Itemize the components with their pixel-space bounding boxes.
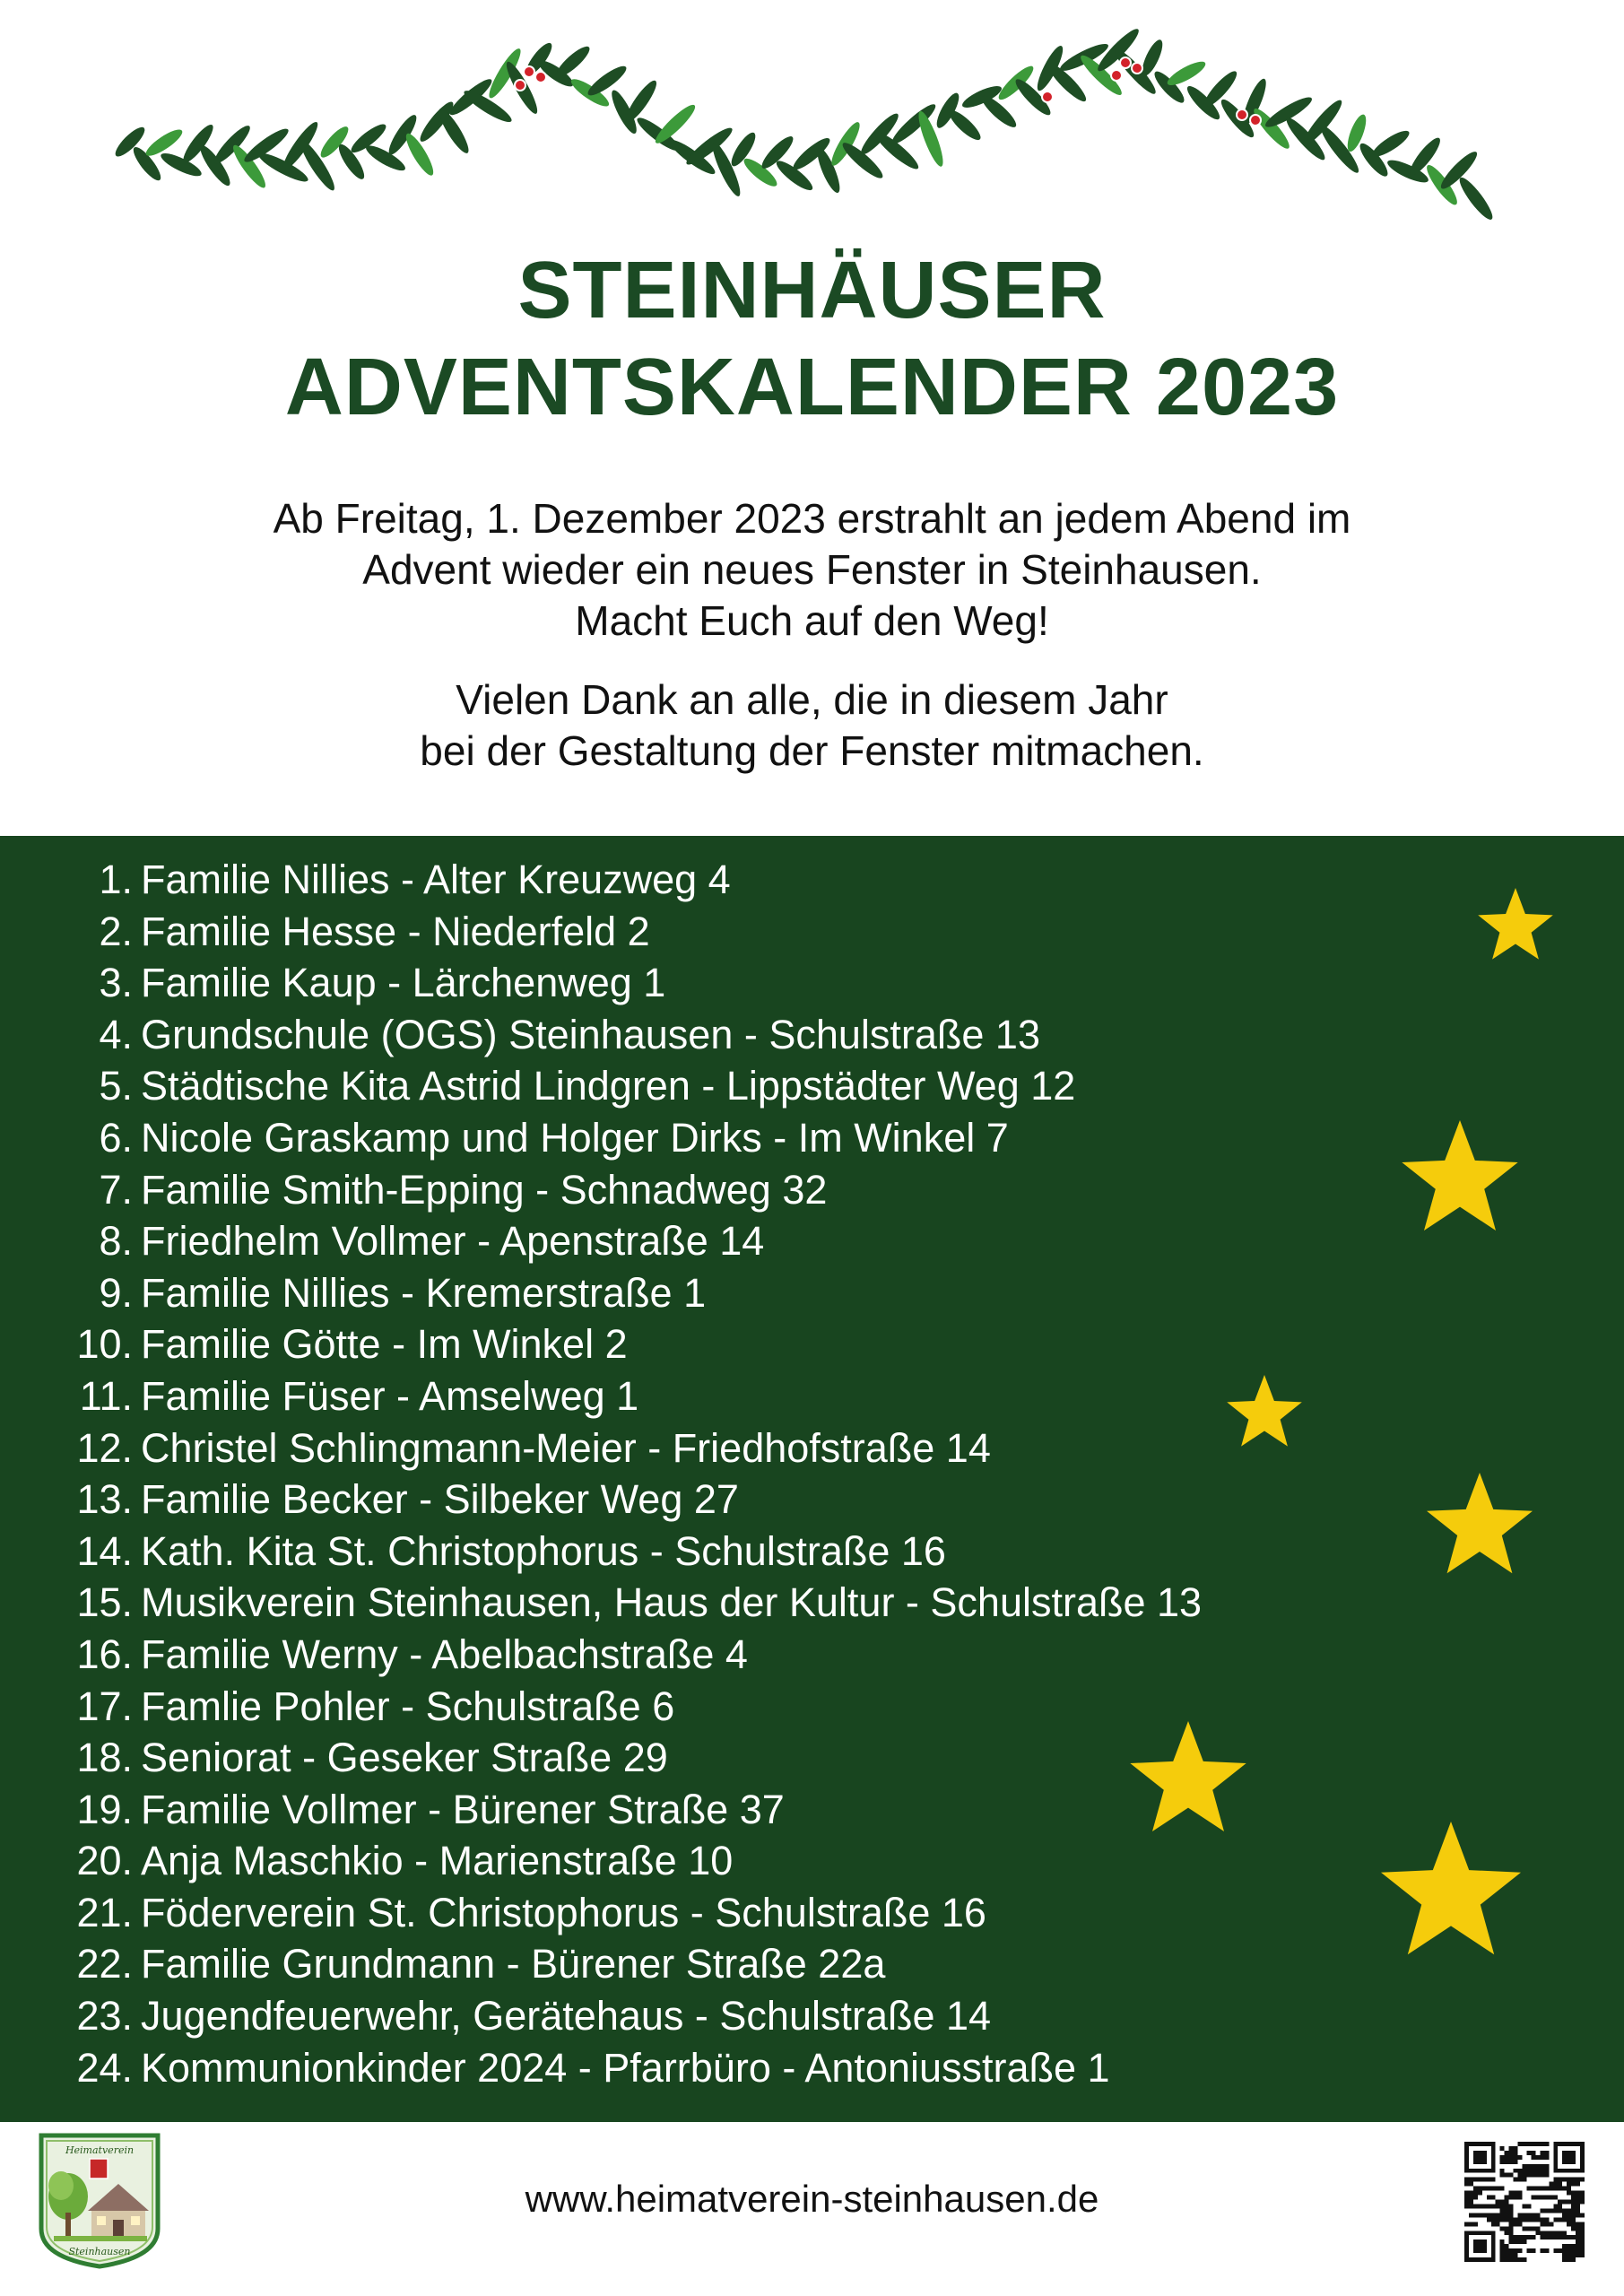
- entry-number: 7.: [99, 1166, 133, 1213]
- entry-15: [0, 1577, 1435, 1629]
- garland-berry: [1042, 91, 1053, 102]
- entry-text: Familie Smith-Epping - Schnadweg 32: [141, 1166, 828, 1213]
- entry-text: Kath. Kita St. Christophorus - Schulstraße 16: [141, 1527, 946, 1574]
- entry-17: [0, 1681, 1435, 1733]
- garland-leaf: [1369, 126, 1412, 161]
- garland-leaf: [552, 42, 593, 81]
- star-icon: [1478, 888, 1553, 960]
- entry-9: [0, 1267, 1435, 1319]
- entry-13: [0, 1474, 1435, 1526]
- website-url[interactable]: www.heimatverein-steinhausen.de: [525, 2178, 1099, 2220]
- garland-berry: [1237, 109, 1247, 120]
- entry-18: [0, 1732, 1435, 1784]
- qr-code: [1460, 2137, 1589, 2266]
- garland-leaf: [1437, 148, 1481, 193]
- entry-text: Familie Nillies - Kremerstraße 1: [141, 1269, 707, 1316]
- entry-number: 2.: [99, 908, 133, 954]
- entry-text: Familie Kaup - Lärchenweg 1: [141, 960, 666, 1006]
- entry-text: Familie Nillies - Alter Kreuzweg 4: [141, 857, 731, 902]
- entry-2: [0, 906, 1435, 958]
- thanks-line-2: bei der Gestaltung der Fenster mitmachen.: [420, 727, 1204, 774]
- garland-berry: [1120, 57, 1131, 68]
- svg-text:Heimatverein: Heimatverein: [65, 2144, 135, 2156]
- title-line-1: STEINHÄUSER: [517, 246, 1107, 335]
- svg-text:Steinhausen: Steinhausen: [68, 2246, 131, 2257]
- entry-text: Grundschule (OGS) Steinhausen - Schulstraße 13: [141, 1011, 1040, 1057]
- entry-number: 5.: [99, 1063, 133, 1109]
- garland-leaf: [652, 100, 699, 147]
- entry-3: [0, 957, 1435, 1009]
- entry-24: [0, 2042, 1435, 2094]
- entry-number: 1.: [99, 857, 133, 902]
- entry-number: 24.: [76, 2044, 133, 2091]
- star-icon: [1427, 1473, 1533, 1573]
- entry-text: Friedhelm Vollmer - Apenstraße 14: [141, 1218, 765, 1265]
- garland-berry: [1111, 70, 1122, 81]
- entry-number: 14.: [76, 1527, 133, 1574]
- entry-1: [0, 854, 1435, 906]
- entry-number: 20.: [76, 1838, 133, 1884]
- garland-berry: [535, 72, 546, 83]
- entry-number: 13.: [76, 1476, 133, 1523]
- garland-leaf: [945, 107, 984, 144]
- thanks-text: [0, 674, 1624, 777]
- entry-number: 12.: [76, 1424, 133, 1471]
- entry-text: Städtische Kita Astrid Lindgren - Lippstädter Weg 12: [141, 1063, 1076, 1109]
- garland-decoration: [0, 0, 1624, 242]
- entry-19: [0, 1784, 1435, 1836]
- entry-number: 17.: [76, 1683, 133, 1729]
- entry-text: Familie Götte - Im Winkel 2: [141, 1321, 628, 1368]
- entry-number: 23.: [76, 1993, 133, 2039]
- garland-leaf: [839, 139, 887, 183]
- thanks-line-1: Vielen Dank an alle, die in diesem Jahr: [456, 676, 1168, 723]
- garland-berry: [524, 66, 534, 77]
- entry-11: [0, 1370, 1435, 1422]
- entry-number: 4.: [99, 1011, 133, 1057]
- entry-text: Jugendfeuerwehr, Gerätehaus - Schulstraße 14: [141, 1993, 992, 2039]
- entry-number: 10.: [76, 1321, 133, 1368]
- entry-text: Anja Maschkio - Marienstraße 10: [141, 1838, 734, 1884]
- entry-8: [0, 1215, 1435, 1267]
- garland-leaf: [1200, 67, 1240, 110]
- entry-text: Kommunionkinder 2024 - Pfarrbüro - Antoniusstraße 1: [141, 2044, 1110, 2091]
- entry-number: 21.: [76, 1889, 133, 1935]
- entry-number: 9.: [99, 1269, 133, 1316]
- entry-number: 6.: [99, 1114, 133, 1161]
- entry-14: [0, 1526, 1435, 1578]
- entry-12: [0, 1422, 1435, 1474]
- entry-number: 11.: [79, 1372, 133, 1419]
- entry-text: Familie Grundmann - Bürener Straße 22a: [141, 1941, 886, 1987]
- entry-text: Nicole Graskamp und Holger Dirks - Im Winkel 7: [141, 1114, 1009, 1161]
- entry-number: 3.: [99, 960, 133, 1006]
- garland-leaf: [1138, 38, 1166, 79]
- page-title: [0, 242, 1624, 436]
- garland-berry: [1132, 63, 1142, 74]
- entry-text: Famlie Pohler - Schulstraße 6: [141, 1683, 675, 1729]
- entry-text: Christel Schlingmann-Meier - Friedhofstraße 14: [141, 1424, 991, 1471]
- entry-number: 19.: [76, 1786, 133, 1832]
- garland-leaf: [402, 130, 438, 178]
- entry-20: [0, 1835, 1435, 1887]
- entry-text: Musikverein Steinhausen, Haus der Kultur - Schulstraße 13: [141, 1579, 1203, 1626]
- title-line-2: ADVENTSKALENDER 2023: [284, 343, 1340, 432]
- entry-number: 16.: [76, 1631, 133, 1677]
- entry-text: Familie Füser - Amselweg 1: [141, 1372, 639, 1419]
- garland-leaf: [585, 62, 630, 100]
- calendar-entries: [0, 854, 1435, 2093]
- entry-text: Familie Hesse - Niederfeld 2: [141, 908, 650, 954]
- entry-6: [0, 1112, 1435, 1164]
- entry-5: [0, 1060, 1435, 1112]
- entry-text: Familie Vollmer - Bürener Straße 37: [141, 1786, 785, 1832]
- entry-10: [0, 1318, 1435, 1370]
- intro-line-3: Macht Euch auf den Weg!: [575, 597, 1049, 644]
- garland-berry: [515, 80, 525, 91]
- entry-text: Föderverein St. Christophorus - Schulstraße 16: [141, 1889, 986, 1935]
- entry-number: 8.: [99, 1218, 133, 1265]
- intro-text: [0, 493, 1624, 647]
- intro-line-2: Advent wieder ein neues Fenster in Steinhausen.: [362, 546, 1262, 593]
- entry-21: [0, 1887, 1435, 1939]
- entry-7: [0, 1164, 1435, 1216]
- garland-berry: [1250, 115, 1261, 126]
- garland-leaf: [1165, 57, 1209, 90]
- entry-text: Familie Werny - Abelbachstraße 4: [141, 1631, 748, 1677]
- entry-number: 15.: [76, 1579, 133, 1626]
- entry-text: Seniorat - Geseker Straße 29: [141, 1735, 668, 1781]
- entry-4: [0, 1009, 1435, 1061]
- entry-number: 22.: [76, 1941, 133, 1987]
- entry-23: [0, 1990, 1435, 2042]
- entry-number: 18.: [76, 1735, 133, 1781]
- entry-22: [0, 1938, 1435, 1990]
- intro-line-1: Ab Freitag, 1. Dezember 2023 erstrahlt an jedem Abend im: [273, 495, 1351, 542]
- garland-leaf: [1455, 174, 1497, 223]
- entry-16: [0, 1629, 1435, 1681]
- entry-text: Familie Becker - Silbeker Weg 27: [141, 1476, 739, 1523]
